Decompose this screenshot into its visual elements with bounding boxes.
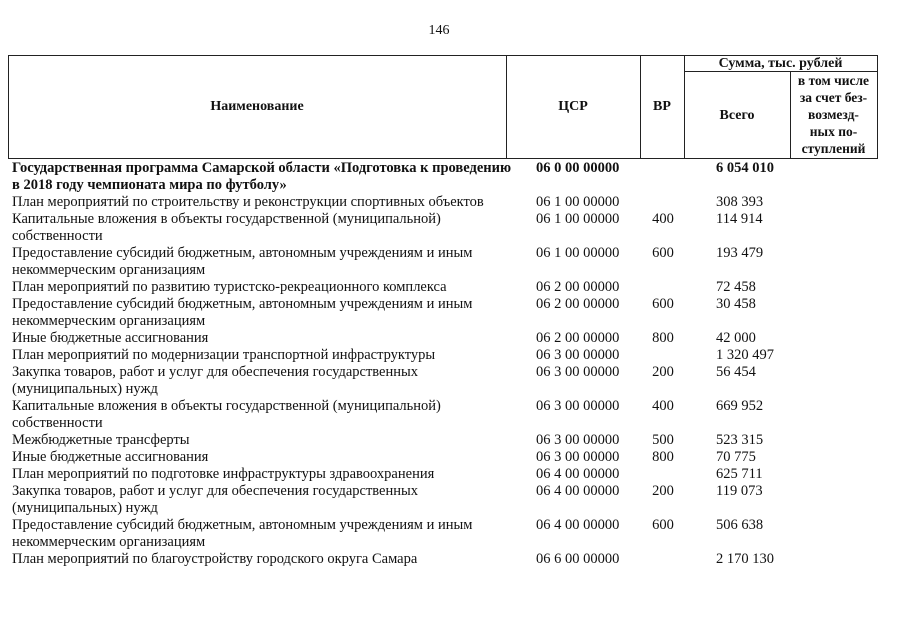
table-row: План мероприятий по модернизации транспортной инфраструктуры 06 3 00 00000 1 320 497 bbox=[12, 347, 774, 363]
header-including: в том числе за счет без- возмезд- ных по- ступлений bbox=[797, 73, 870, 156]
table-row: Иные бюджетные ассигнования 06 2 00 00000 800 42 000 bbox=[12, 330, 756, 346]
page-number: 146 bbox=[428, 23, 450, 38]
table-row: Межбюджетные трансферты 06 3 00 00000 500 523 315 bbox=[12, 432, 764, 448]
header-name: Наименование bbox=[210, 99, 304, 114]
table-row: Закупка товаров, работ и услуг для обеспечения государственных (муниципальных) нужд 06 4 00 00000 200 119 073 bbox=[12, 483, 763, 516]
header-sum: Сумма, тыс. рублей bbox=[718, 56, 843, 71]
header-bottom-border bbox=[8, 158, 878, 159]
table-body bbox=[8, 160, 878, 568]
header-csr: ЦСР bbox=[558, 99, 588, 114]
table-row: Закупка товаров, работ и услуг для обеспечения государственных (муниципальных) нужд 06 3 00 00000 200 56 454 bbox=[12, 364, 756, 397]
table-row: Капитальные вложения в объекты государственной (муниципальной) собственности 06 1 00 00000 400 114 914 bbox=[12, 211, 763, 244]
table-row: Государственная программа Самарской области «Подготовка к проведению в 2018 году чемпионата мира по футболу» 06 0 00 00000 6 054 010 bbox=[12, 160, 774, 193]
header-right-border bbox=[877, 55, 878, 158]
table-row: План мероприятий по благоустройству городского округа Самара 06 6 00 00000 2 170 130 bbox=[12, 551, 774, 567]
table-row: План мероприятий по подготовке инфраструктуры здравоохранения 06 4 00 00000 625 711 bbox=[12, 466, 763, 482]
table-row: План мероприятий по развитию туристско-рекреационного комплекса 06 2 00 00000 72 458 bbox=[12, 279, 756, 295]
table-row: Предоставление субсидий бюджетным, автономным учреждениям и иным некоммерческим организациям 06 2 00 00000 600 30 458 bbox=[12, 296, 756, 329]
table-row: Иные бюджетные ассигнования 06 3 00 00000 800 70 775 bbox=[12, 449, 756, 465]
header-vr: ВР bbox=[653, 99, 671, 114]
header-total: Всего bbox=[719, 108, 755, 123]
table-row: Предоставление субсидий бюджетным, автономным учреждениям и иным некоммерческим организациям 06 4 00 00000 600 506 638 bbox=[12, 517, 764, 550]
table-row: План мероприятий по строительству и реконструкции спортивных объектов 06 1 00 00000 308 393 bbox=[12, 194, 764, 210]
table-row: Капитальные вложения в объекты государственной (муниципальной) собственности 06 3 00 00000 400 669 952 bbox=[12, 398, 764, 431]
table-row: Предоставление субсидий бюджетным, автономным учреждениям и иным некоммерческим организациям 06 1 00 00000 600 193 479 bbox=[12, 245, 764, 278]
